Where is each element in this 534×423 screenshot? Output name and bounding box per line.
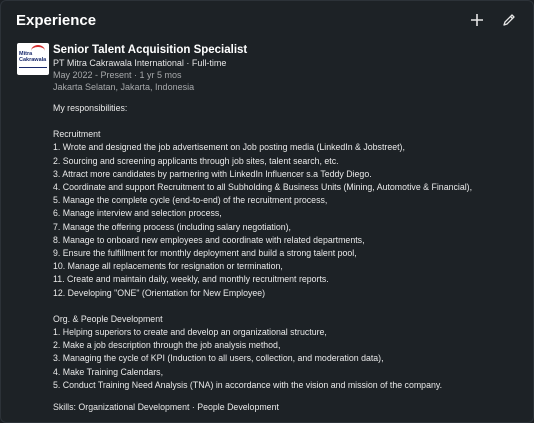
location: Jakarta Selatan, Jakarta, Indonesia	[53, 81, 195, 92]
company-line[interactable]: PT Mitra Cakrawala International · Full-time	[53, 58, 227, 68]
logo-underline	[19, 67, 47, 68]
logo-text-line-2: Cakrawala	[19, 56, 47, 63]
job-title: Senior Talent Acquisition Specialist	[53, 44, 248, 56]
spacer	[53, 115, 517, 128]
pencil-icon[interactable]	[500, 11, 518, 29]
section-header	[16, 9, 518, 31]
recruitment-item: 5. Manage the complete cycle (end-to-end) of the recruitment process,	[53, 195, 328, 206]
org-item: 3. Managing the cycle of KPI (Induction to all users, collection, and moderation data),	[53, 353, 384, 364]
recruitment-item: 4. Coordinate and support Recruitment to all Subholding & Business Units (Mining, Automotive & Financial),	[53, 182, 473, 193]
org-item: 4. Make Training Calendars,	[53, 366, 164, 377]
job-description	[53, 102, 517, 392]
logo-text	[19, 52, 46, 63]
recruitment-heading: Recruitment	[53, 129, 101, 140]
org-item: 5. Conduct Training Need Analysis (TNA) in accordance with the vision and mission of the company.	[53, 379, 443, 390]
description-intro: My responsibilities:	[53, 103, 128, 113]
recruitment-item: 6. Manage interview and selection process,	[53, 208, 222, 219]
recruitment-item: 12. Developing "ONE" (Orientation for New Employee)	[53, 287, 266, 298]
recruitment-item: 8. Manage to onboard new employees and coordinate with related departments,	[53, 234, 365, 245]
skills-line[interactable]: Skills: Organizational Development · People Development	[53, 402, 279, 413]
recruitment-item: 7. Manage the offering process (including salary negotiation),	[53, 221, 291, 232]
org-heading: Org. & People Development	[53, 313, 163, 324]
section-title: Experience	[16, 11, 97, 29]
spacer	[53, 300, 517, 313]
recruitment-item: 3. Attract more candidates by partnering with LinkedIn Influencer s.a Teddy Diego.	[53, 168, 372, 179]
org-item: 2. Make a job description through the job analysis method,	[53, 340, 281, 351]
logo-text-line-1: Mitra	[19, 51, 33, 57]
recruitment-item: 9. Ensure the fulfillment for monthly deployment and build a strong talent pool,	[53, 248, 357, 259]
date-range: May 2022 - Present · 1 yr 5 mos	[53, 70, 182, 80]
recruitment-item: 1. Wrote and designed the job advertisement on Job posting media (LinkedIn & Jobstreet),	[53, 142, 405, 153]
entry-content	[53, 43, 517, 413]
company-logo[interactable]	[17, 43, 49, 75]
recruitment-item: 10. Manage all replacements for resignation or termination,	[53, 261, 283, 272]
plus-icon[interactable]	[468, 11, 486, 29]
recruitment-item: 2. Sourcing and screening applicants through job sites, talent search, etc.	[53, 155, 339, 166]
recruitment-item: 11. Create and maintain daily, weekly, and monthly recruitment reports.	[53, 274, 329, 285]
header-actions	[468, 11, 518, 29]
org-item: 1. Helping superiors to create and develop an organizational structure,	[53, 327, 327, 338]
